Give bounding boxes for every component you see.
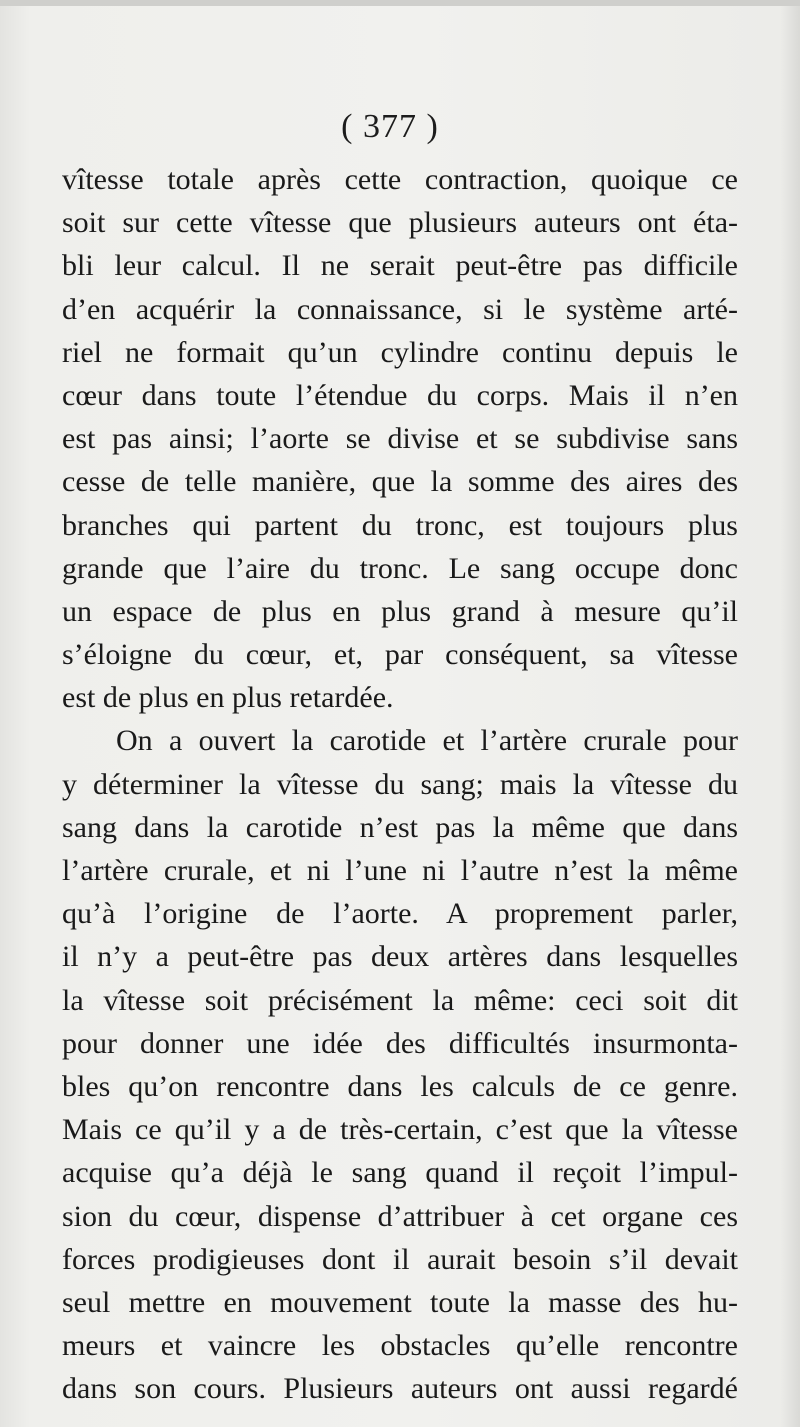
text-line: qu’à l’origine de l’aorte. A proprement parler, — [62, 897, 738, 931]
body-text — [62, 158, 738, 1410]
text-line: cesse de telle manière, que la somme des aires des — [62, 465, 738, 499]
text-line: forces prodigieuses dont il aurait besoin s’il devait — [62, 1242, 738, 1276]
text-line: est pas ainsi; l’aorte se divise et se subdivise sans — [62, 422, 738, 456]
page-number: ( 377 ) — [341, 108, 439, 145]
text-line: bles qu’on rencontre dans les calculs de ce genre. — [62, 1069, 738, 1103]
text-line: y déterminer la vîtesse du sang; mais la vîtesse du — [62, 767, 738, 801]
text-line: sang dans la carotide n’est pas la même que dans — [62, 810, 738, 844]
text-line: il n’y a peut-être pas deux artères dans lesquelles — [62, 940, 738, 974]
text-line: d’en acquérir la connaissance, si le système arté- — [62, 292, 738, 326]
text-line: cœur dans toute l’étendue du corps. Mais il n’en — [62, 378, 738, 412]
text-line: vîtesse totale après cette contraction, quoique ce — [62, 163, 738, 196]
text-line: pour donner une idée des difficultés insurmonta- — [62, 1026, 738, 1060]
text-line: l’artère crurale, et ni l’une ni l’autre n’est la même — [62, 854, 738, 887]
text-line: bli leur calcul. Il ne serait peut-être pas difficile — [62, 249, 738, 283]
text-line: soit sur cette vîtesse que plusieurs auteurs ont éta- — [62, 206, 738, 240]
text-line: branches qui partent du tronc, est toujours plus — [62, 508, 738, 542]
text-line: meurs et vaincre les obstacles qu’elle rencontre — [62, 1329, 738, 1363]
text-line: la vîtesse soit précisément la même: ceci soit dit — [62, 983, 738, 1017]
text-line: riel ne formait qu’un cylindre continu depuis le — [62, 335, 738, 369]
text-line: sion du cœur, dispense d’attribuer à cet organe ces — [62, 1199, 738, 1233]
text-line: grande que l’aire du tronc. Le sang occupe donc — [62, 551, 738, 585]
text-line: un espace de plus en plus grand à mesure qu’il — [62, 594, 738, 628]
page-top-edge — [0, 0, 800, 6]
text-line: acquise qu’a déjà le sang quand il reçoit l’impul- — [62, 1156, 738, 1190]
text-line: dans son cours. Plusieurs auteurs ont aussi regardé — [62, 1372, 738, 1406]
text-line: On a ouvert la carotide et l’artère crurale pour — [116, 724, 738, 758]
text-line: Mais ce qu’il y a de très-certain, c’est que la vîtesse — [62, 1113, 738, 1147]
text-line: s’éloigne du cœur, et, par conséquent, sa vîtesse — [62, 638, 738, 672]
text-line: seul mettre en mouvement toute la masse des hu- — [62, 1285, 738, 1319]
text-line: est de plus en plus retardée. — [62, 681, 394, 715]
